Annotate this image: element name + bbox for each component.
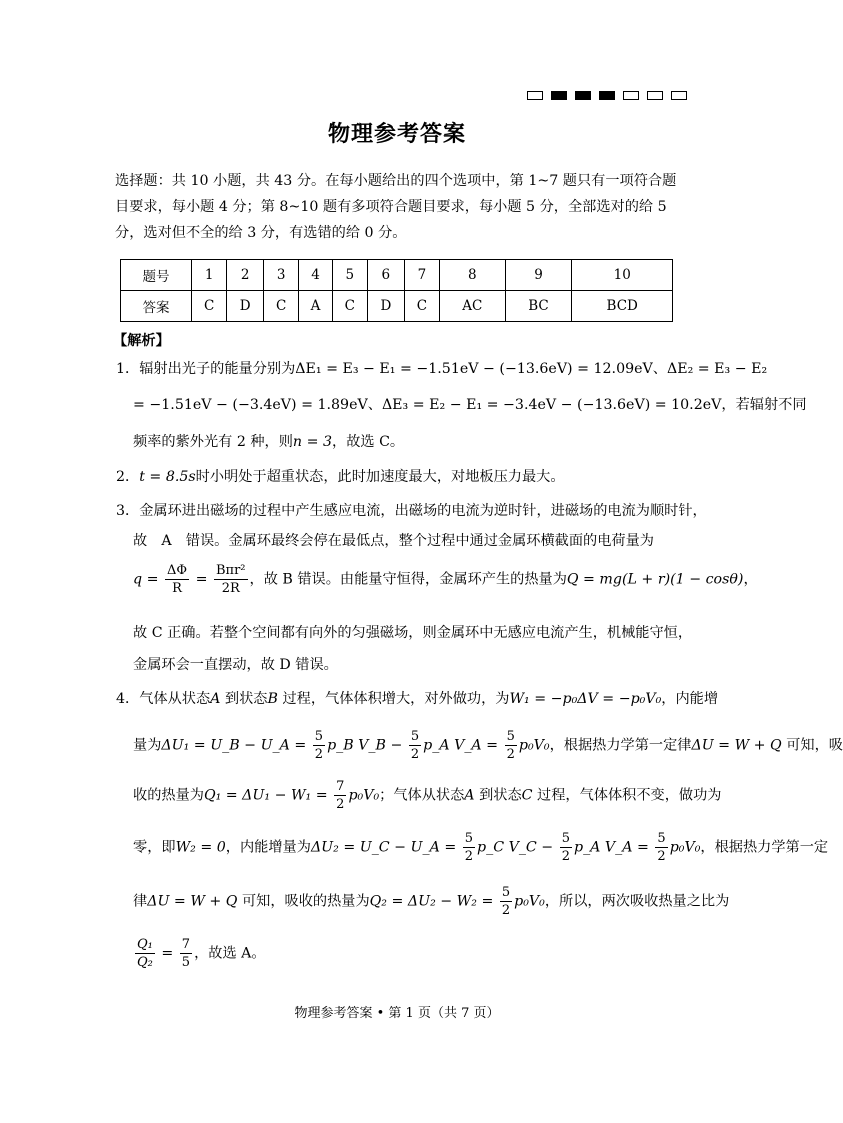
q3-line-5: 金属环会一直摆动，故 D 错误。 bbox=[133, 657, 338, 673]
table-cell: 9 bbox=[505, 260, 572, 291]
equation: ΔU₂ = U_C − U_A = bbox=[310, 839, 457, 856]
equation: Q₂ = ΔU₂ − W₂ = bbox=[369, 893, 494, 910]
fraction: $\frac{5}{2}$ bbox=[501, 885, 511, 918]
table-cell: C bbox=[264, 291, 299, 322]
mark-box-filled bbox=[551, 91, 567, 100]
table-cell: 8 bbox=[440, 260, 506, 291]
equation: ΔU₁ = U_B − U_A = bbox=[161, 737, 307, 754]
table-cell: 5 bbox=[332, 260, 367, 291]
q3-line-3: q = $\frac{\Delta\Phi}{R}$ = $\frac{\text{Bπr²}}{2R}$ ，故 B 错误。由能量守恒得，金属环产生的热量为Q = mg(L + r)(1 − cosθ)， bbox=[133, 563, 758, 596]
table-cell: 10 bbox=[572, 260, 673, 291]
intro-paragraph: 选择题：共 10 小题，共 43 分。在每小题给出的四个选项中，第 1~7 题只有一项符合题目要求，每小题 4 分；第 8~10 题有多项符合题目要求，每小题 5 分，全部选对的给 5 分，选对但不全的给 3 分，有选错的给 0 分。 bbox=[115, 173, 677, 241]
table-cell: D bbox=[367, 291, 404, 322]
equation: Q = mg(L + r)(1 − cosθ) bbox=[566, 571, 744, 588]
table-cell: A bbox=[299, 291, 332, 322]
equation: Q₁ = ΔU₁ − W₁ = bbox=[203, 787, 328, 804]
table-cell: 6 bbox=[367, 260, 404, 291]
q3-line-2: 故 A 错误。金属环最终会停在最低点，整个过程中通过金属环横截面的电荷量为 bbox=[133, 533, 654, 549]
table-row-answers bbox=[121, 291, 673, 322]
fraction: $\frac{5}{2}$ bbox=[314, 729, 324, 762]
mark-box bbox=[527, 91, 543, 100]
fraction: $\frac{5}{2}$ bbox=[410, 729, 420, 762]
table-cell: 1 bbox=[192, 260, 227, 291]
q4-line-4: 零，即W₂ = 0，内能增量为ΔU₂ = U_C − U_A = $\frac{5}{2}$ p_C V_C − $\frac{5}{2}$ p_A V_A = $\frac{5}{2}$ p₀V₀，根据热力学第一定 bbox=[133, 831, 829, 864]
page-footer: 物理参考答案 • 第 1 页（共 7 页） bbox=[294, 1006, 500, 1021]
table-cell: 7 bbox=[404, 260, 439, 291]
q3-line-4: 故 C 正确。若整个空间都有向外的匀强磁场，则金属环中无感应电流产生，机械能守恒， bbox=[133, 625, 693, 641]
equation: W₁ = −p₀ΔV = −p₀V₀ bbox=[509, 691, 662, 707]
mark-box bbox=[647, 91, 663, 100]
table-cell: C bbox=[404, 291, 439, 322]
q4-line-5: 律ΔU = W + Q 可知，吸收的热量为Q₂ = ΔU₂ − W₂ = $\frac{5}{2}$ p₀V₀，所以，两次吸收热量之比为 bbox=[133, 885, 730, 918]
table-cell: AC bbox=[440, 291, 506, 322]
fraction: $\frac{7}{2}$ bbox=[336, 779, 345, 812]
fraction: $\frac{7}{5}$ bbox=[181, 937, 191, 970]
fraction: $\frac{\text{Bπr²}}{2R}$ bbox=[215, 563, 246, 596]
table-cell: D bbox=[227, 291, 264, 322]
equation: ΔE₁ = E₃ − E₁ = −1.51eV − (−13.6eV) = 12.09eV bbox=[295, 361, 653, 377]
table-cell: BC bbox=[505, 291, 572, 322]
table-cell: 4 bbox=[299, 260, 332, 291]
q4-line-6: $\frac{\text{Q₁}}{\text{Q₂}}$ = $\frac{7}{5}$ ，故选 A。 bbox=[137, 937, 266, 970]
header-marks bbox=[527, 91, 687, 100]
table-cell: C bbox=[332, 291, 367, 322]
fraction: $\frac{5}{2}$ bbox=[506, 729, 515, 762]
table-cell: 2 bbox=[227, 260, 264, 291]
q4-line-2: 量为ΔU₁ = U_B − U_A = $\frac{5}{2}$ p_B V_B − $\frac{5}{2}$ p_A V_A = $\frac{5}{2}$ p₀V₀，根据热力学第一定律ΔU = W + Q 可知，吸 bbox=[133, 729, 843, 762]
mark-box-filled bbox=[575, 91, 591, 100]
q4-line-1: 4．气体从状态A 到状态B 过程，气体体积增大，对外做功，为W₁ = −p₀ΔV = −p₀V₀，内能增 bbox=[116, 691, 719, 707]
mark-box-filled bbox=[599, 91, 615, 100]
table-row-numbers bbox=[121, 260, 673, 291]
mark-box bbox=[623, 91, 639, 100]
equation: = −1.51eV − (−3.4eV) = 1.89eV bbox=[133, 397, 368, 413]
q1-line-1: 1．辐射出光子的能量分别为ΔE₁ = E₃ − E₁ = −1.51eV − (−13.6eV) = 12.09eV、ΔE₂ = E₃ − E₂ bbox=[116, 361, 768, 377]
fraction: $\frac{\text{Q₁}}{\text{Q₂}}$ bbox=[137, 937, 153, 970]
q2-line-1: 2．t = 8.5s时小明处于超重状态，此时加速度最大，对地板压力最大。 bbox=[116, 469, 565, 485]
q4-line-3: 收的热量为Q₁ = ΔU₁ − W₁ = $\frac{7}{2}$ p₀V₀；气体从状态A 到状态C 过程，气体体积不变，做功为 bbox=[133, 779, 722, 812]
equation: t = 8.5s bbox=[139, 469, 196, 485]
mark-box bbox=[671, 91, 687, 100]
fraction: $\frac{5}{2}$ bbox=[464, 831, 474, 864]
equation: ΔU = W + Q bbox=[147, 893, 238, 910]
fraction: $\frac{\Delta\Phi}{R}$ bbox=[167, 563, 188, 596]
answer-table bbox=[120, 259, 673, 322]
equation: n = 3 bbox=[292, 434, 332, 450]
analysis-heading: 【解析】 bbox=[113, 333, 170, 349]
q3-line-1: 3．金属环进出磁场的过程中产生感应电流，出磁场的电流为逆时针，进磁场的电流为顺时针， bbox=[116, 503, 707, 519]
equation: ΔE₃ = E₂ − E₁ = −3.4eV − (−13.6eV) = 10.2eV bbox=[381, 397, 722, 413]
equation: W₂ = 0 bbox=[175, 839, 226, 856]
fraction: $\frac{5}{2}$ bbox=[561, 831, 570, 864]
table-cell: C bbox=[192, 291, 227, 322]
table-header-cell: 题号 bbox=[121, 260, 192, 291]
q1-line-3: 频率的紫外光有 2 种，则n = 3，故选 C。 bbox=[133, 434, 405, 450]
equation: ΔE₂ = E₃ − E₂ bbox=[666, 361, 768, 377]
q1-line-2: = −1.51eV − (−3.4eV) = 1.89eV、ΔE₃ = E₂ − E₁ = −3.4eV − (−13.6eV) = 10.2eV，若辐射不同 bbox=[133, 397, 807, 413]
equation: ΔU = W + Q bbox=[691, 737, 782, 754]
table-header-cell: 答案 bbox=[121, 291, 192, 322]
table-cell: BCD bbox=[572, 291, 673, 322]
table-cell: 3 bbox=[264, 260, 299, 291]
fraction: $\frac{5}{2}$ bbox=[657, 831, 666, 864]
page-title: 物理参考答案 bbox=[327, 121, 466, 147]
